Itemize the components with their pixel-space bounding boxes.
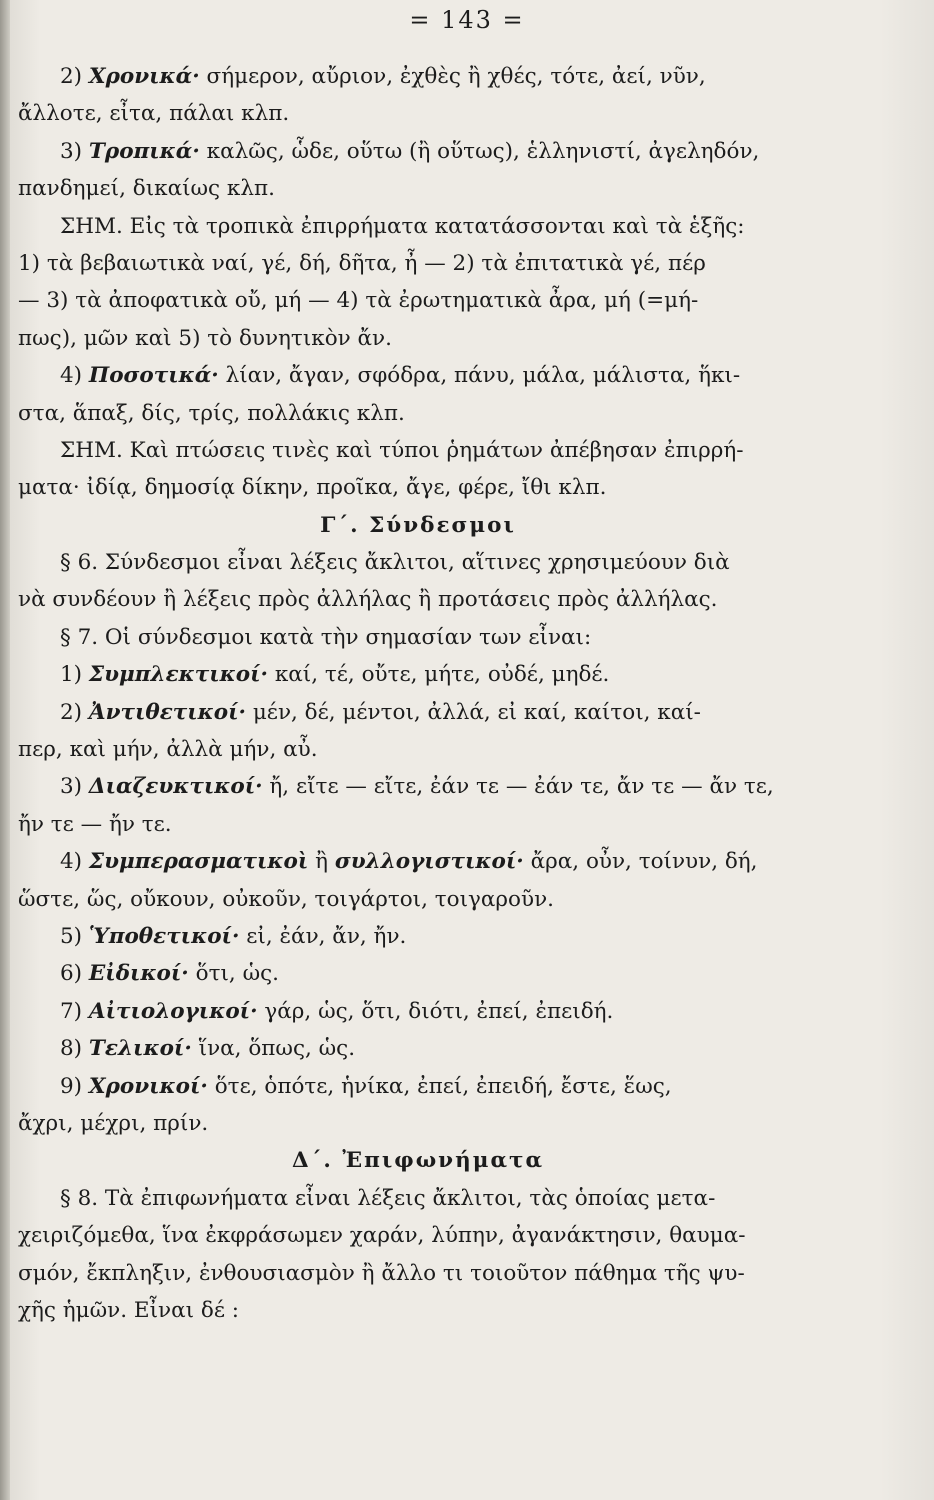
text-run: ἵνα, ὅπως, ὡς. (191, 1036, 356, 1062)
text-run: ὅτε, ὁπότε, ἡνίκα, ἐπεί, ἐπειδή, ἔστε, ἕως, (207, 1073, 672, 1099)
text-line (18, 469, 818, 506)
text-run: καλῶς, ὧδε, οὕτω (ἢ οὕτως), ἑλληνιστί, ἀγεληδόν, (199, 138, 760, 164)
text-run: ΣΗΜ. Καὶ πτώσεις τινὲς καὶ τύποι ῥημάτων ἀπέβησαν ἐπιρρή- (60, 437, 744, 463)
text-line (18, 320, 818, 357)
term-label: Αἰτιολογικοί· (88, 998, 258, 1024)
text-run: μέν, δέ, μέντοι, ἀλλά, εἰ καί, καίτοι, καί- (246, 699, 701, 725)
text-line (18, 544, 818, 581)
text-line (18, 656, 818, 693)
text-run: νὰ συνδέουν ἢ λέξεις πρὸς ἀλλήλας ἢ προτάσεις πρὸς ἀλλήλας. (18, 587, 718, 613)
term-label: Χρονικά· (88, 64, 200, 89)
text-run: σμόν, ἔκπληξιν, ἐνθουσιασμὸν ἢ ἄλλο τι τοιοῦτον πάθημα τῆς ψυ- (18, 1260, 745, 1286)
term-label: Εἰδικοί· (88, 961, 189, 987)
text-run: 2) (60, 699, 89, 725)
text-line (18, 208, 818, 245)
text-run: § 8. Τὰ ἐπιφωνήματα εἶναι λέξεις ἄκλιτοι, τὰς ὁποίας μετα- (60, 1185, 716, 1211)
text-line (18, 619, 818, 656)
text-run: 2) (60, 64, 89, 89)
text-line (18, 731, 818, 768)
text-line (18, 58, 818, 95)
text-line (18, 694, 818, 731)
text-run: 3) (60, 774, 89, 800)
page-number: = 143 = (409, 6, 525, 34)
text-line (18, 432, 818, 469)
text-run: καί, τέ, οὔτε, μήτε, οὐδέ, μηδέ. (267, 662, 610, 688)
text-line (18, 1255, 818, 1292)
text-run: περ, καὶ μήν, ἀλλὰ μήν, αὖ. (18, 737, 318, 763)
text-run: λίαν, ἄγαν, σφόδρα, πάνυ, μάλα, μάλιστα, ἥκι- (218, 363, 741, 389)
term-label: Τροπικά· (88, 138, 200, 164)
text-run: χῆς ἡμῶν. Εἶναι δέ : (18, 1297, 240, 1323)
text-run: 4) (60, 363, 89, 389)
text-line (18, 843, 818, 880)
text-line (18, 1217, 818, 1254)
text-run: 5) (60, 923, 89, 949)
term-label: Συμπλεκτικοί· (88, 662, 268, 688)
text-run: ὥστε, ὥς, οὔκουν, οὐκοῦν, τοιγάρτοι, τοιγαροῦν. (18, 886, 554, 912)
text-line (18, 581, 818, 618)
text-line (18, 357, 818, 394)
text-line (18, 95, 818, 132)
text-run: ἢ (308, 849, 335, 875)
text-run: πως), μῶν καὶ 5) τὸ δυνητικὸν ἄν. (18, 325, 392, 351)
text-run: ἤν τε — ἤν τε. (18, 811, 172, 837)
page-binding-edge (0, 0, 10, 1500)
text-line (18, 955, 818, 992)
term-label: Συμπερασματικοὶ (88, 849, 309, 875)
text-line (18, 768, 818, 805)
text-run: 3) (60, 138, 89, 164)
text-run: 8) (60, 1036, 89, 1062)
text-body (18, 58, 818, 1329)
text-line (18, 245, 818, 282)
text-line (18, 1030, 818, 1067)
text-line (18, 1180, 818, 1217)
text-run: Γ΄. Σύνδεσμοι (320, 512, 516, 538)
text-run: σήμερον, αὔριον, ἐχθὲς ἢ χθές, τότε, ἀεί, νῦν, (199, 64, 706, 89)
text-line (18, 1105, 818, 1142)
text-line (18, 881, 818, 918)
text-run: § 6. Σύνδεσμοι εἶναι λέξεις ἄκλιτοι, αἵτινες χρησιμεύουν διὰ (60, 550, 730, 576)
text-line (18, 1068, 818, 1105)
term-label: Χρονικοί· (88, 1073, 208, 1099)
text-run: § 7. Οἱ σύνδεσμοι κατὰ τὴν σημασίαν των εἶναι: (60, 624, 592, 650)
text-run: 7) (60, 998, 89, 1024)
text-run: ἄχρι, μέχρι, πρίν. (18, 1110, 209, 1136)
text-run: 4) (60, 849, 89, 875)
text-run: χειριζόμεθα, ἵνα ἐκφράσωμεν χαράν, λύπην, ἀγανάκτησιν, θαυμα- (18, 1223, 746, 1249)
text-run: ἄλλοτε, εἶτα, πάλαι κλπ. (18, 101, 290, 127)
text-run: — 3) τὰ ἀποφατικὰ οὔ, μή — 4) τὰ ἐρωτηματικὰ ἆρα, μή (=μή- (18, 288, 699, 314)
text-run: ματα· ἰδίᾳ, δημοσίᾳ δίκην, προῖκα, ἄγε, φέρε, ἴθι κλπ. (18, 475, 607, 501)
text-run: ΣΗΜ. Εἰς τὰ τροπικὰ ἐπιρρήματα κατατάσσονται καὶ τὰ ἑξῆς: (60, 213, 745, 239)
term-label: Ποσοτικά· (88, 363, 219, 389)
text-line (18, 133, 818, 170)
text-line (18, 806, 818, 843)
text-run: εἰ, ἐάν, ἄν, ἤν. (239, 923, 407, 949)
text-run: 1) τὰ βεβαιωτικὰ ναί, γέ, δή, δῆτα, ἦ — 2) τὰ ἐπιτατικὰ γέ, πέρ (18, 250, 706, 276)
term-label: Ἀντιθετικοί· (88, 699, 246, 725)
text-run: ὅτι, ὡς. (188, 961, 279, 987)
term-label: συλλογιστικοί· (334, 849, 524, 875)
text-run: 9) (60, 1073, 89, 1099)
text-run: στα, ἅπαξ, δίς, τρίς, πολλάκις κλπ. (18, 400, 405, 426)
term-label: Τελικοί· (88, 1036, 192, 1062)
text-run: ἤ, εἴτε — εἴτε, ἐάν τε — ἐάν τε, ἄν τε — ἄν τε, (262, 774, 774, 800)
term-label: Διαζευκτικοί· (88, 774, 263, 800)
text-run: πανδημεί, δικαίως κλπ. (18, 176, 275, 202)
section-heading (18, 507, 818, 544)
text-run: 6) (60, 961, 89, 987)
text-line (18, 918, 818, 955)
text-line (18, 282, 818, 319)
text-line (18, 993, 818, 1030)
text-run: γάρ, ὡς, ὅτι, διότι, ἐπεί, ἐπειδή. (257, 998, 614, 1024)
text-line (18, 1292, 818, 1329)
text-run: Δ΄. Ἐπιφωνήματα (291, 1148, 545, 1174)
text-line (18, 395, 818, 432)
section-heading (18, 1142, 818, 1179)
text-run: 1) (60, 662, 89, 688)
text-line (18, 170, 818, 207)
text-run: ἄρα, οὖν, τοίνυν, δή, (523, 849, 758, 875)
term-label: Ὑποθετικοί· (88, 923, 240, 949)
